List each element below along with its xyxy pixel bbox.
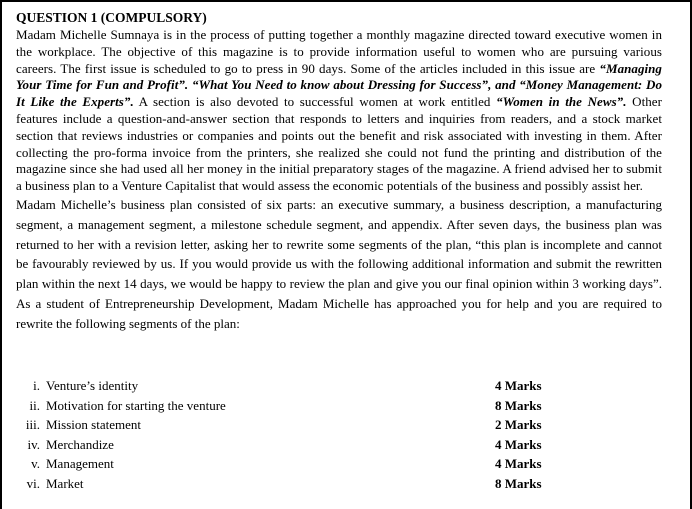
item-label: Management [46,456,114,471]
list-item [22,435,642,455]
intro-text-2: A section is also devoted to successful women at work entitled [133,94,497,110]
item-marks: 4 Marks [495,456,542,471]
paragraph-intro [16,27,662,195]
item-label: Mission statement [46,417,141,432]
item-label: Merchandize [46,436,114,452]
item-number: i. [33,378,40,393]
list-item [22,376,642,396]
item-number: ii. [29,397,40,413]
item-marks: 8 Marks [495,475,542,491]
item-label: Motivation for starting the venture [46,397,226,413]
intro-text-1: Madam Michelle Sumnaya is in the process of putting together a monthly magazine directed toward executive women in the workplace. The objective of this magazine is to provide information useful to women who are pursuing various careers. The first issue is scheduled to go to press in 90 days. Some of the articles included in this issue are [16,27,662,76]
item-label: Market [46,475,84,491]
section-title: “Women in the News”. [496,94,627,110]
item-marks: 4 Marks [495,378,542,393]
question-title: QUESTION 1 (COMPULSORY) [16,10,207,25]
item-label: Venture’s identity [46,378,139,393]
list-item [22,396,642,416]
item-marks: 4 Marks [495,436,542,452]
item-number: iv. [27,436,40,452]
question-body [16,8,662,334]
item-number: vi. [26,475,40,491]
item-marks: 2 Marks [495,417,542,432]
segments-list [22,376,642,493]
list-item [22,474,642,494]
list-item [22,454,642,474]
item-marks: 8 Marks [495,397,542,413]
paragraph-business-plan: Madam Michelle’s business plan consisted of six parts: an executive summary, a business description, a manufacturing segment, a management segment, a milestone schedule segment, and appendix. After seven days, the business plan was returned to her with a revision letter, asking her to rewrite some segments of the plan, “this plan is incomplete and cannot be favourably reviewed by us. If you would provide us with the following additional information and submit the rewritten plan within the next 14 days, we would be happy to review the plan and give you our final opinion within 3 working days”. As a student of Entrepreneurship Development, Madam Michelle has approached you for help and you are required to rewrite the following segments of the plan: [16,196,662,331]
item-number: iii. [25,417,40,432]
item-number: v. [31,456,40,471]
intro-text-3: Other features include a question-and-answer section that responds to letters and inquiries from readers, and a stock market section that reviews industries or companies and points out the benefit and risk associated with investing in them. After collecting the pro-forma invoice from the printers, she realized she could not fund the printing and distribution of the magazine since she had used all her money in the initial preparatory stages of the magazine. A friend advised her to submit a business plan to a Venture Capitalist that would assess the economic potentials of the business and possibly assist her. [16,94,662,194]
list-item [22,415,642,435]
article-titles: “Managing Your Time for Fun and Profit”. “What You Need to know about Dressing for Success”, and “Money Management: Do It Like the Experts”. [16,60,662,110]
